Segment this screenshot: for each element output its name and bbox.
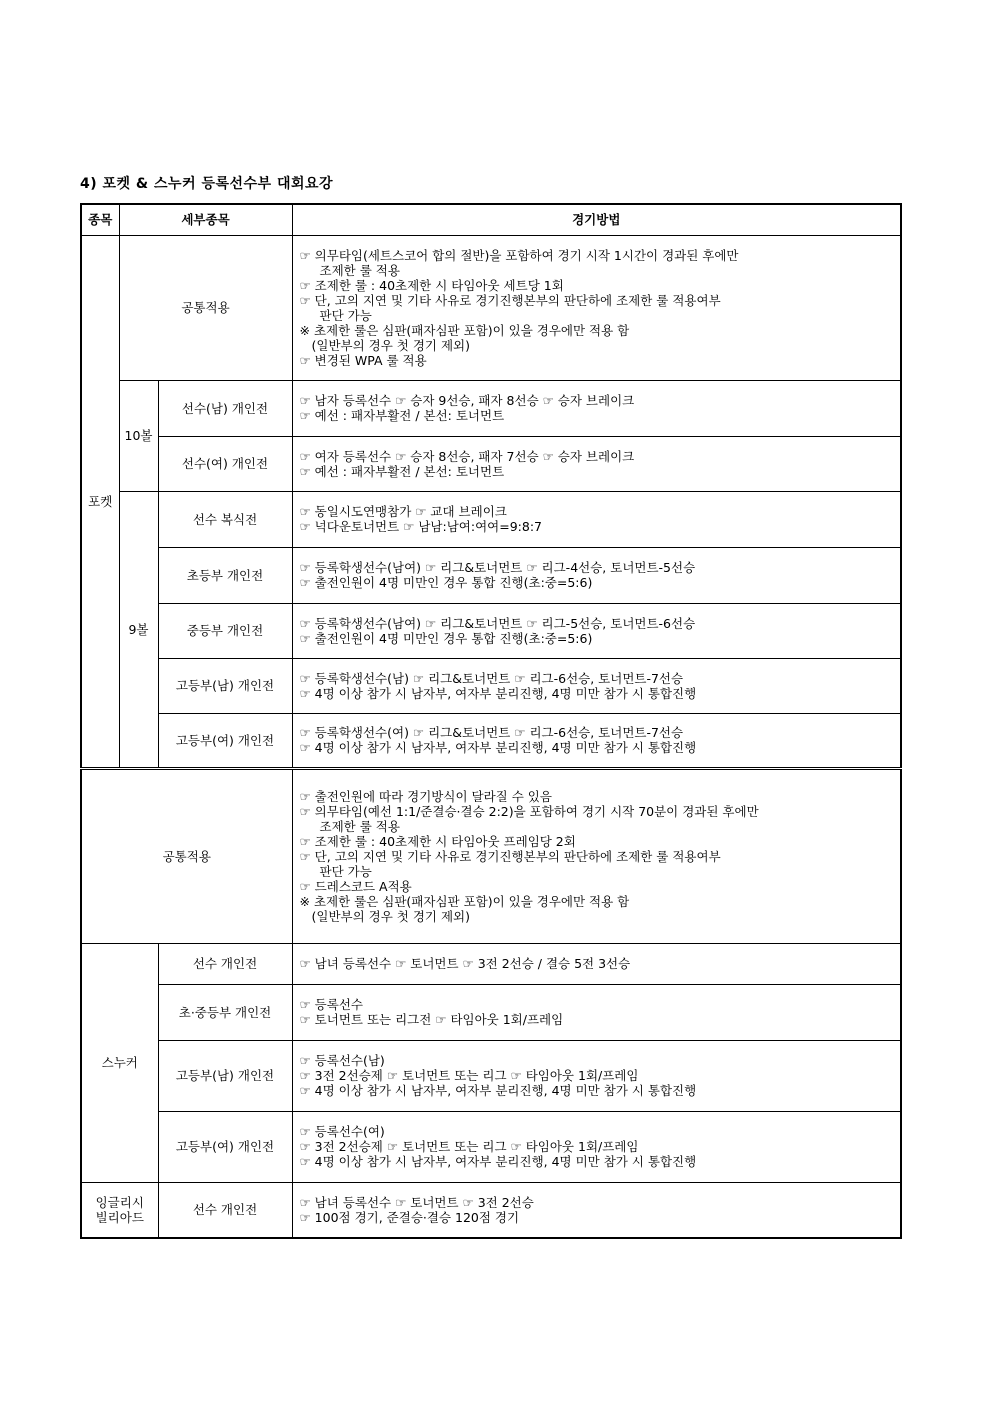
method-cell (292, 603, 901, 658)
method-line: 조제한 룰 적용 (319, 262, 400, 278)
pocket-label: 포켓 (81, 235, 119, 768)
method-cell (292, 943, 901, 984)
method-line: ☞ 4명 이상 참가 시 남자부, 여자부 분리진행, 4명 미만 참가 시 통합진행 (299, 740, 697, 755)
method-line: ☞ 드레스코드 A적용 (299, 878, 412, 894)
sub-event-name: 초등부 개인전 (158, 547, 292, 603)
method-line: ☞ 등록선수(여) (299, 1124, 385, 1139)
method-cell (292, 491, 901, 547)
method-line: ☞ 남자 등록선수 ☞ 승자 9선승, 패자 8선승 ☞ 승자 브레이크 (299, 393, 635, 408)
pocket-common-row (81, 235, 901, 380)
method-line: ☞ 의무타임(예선 1:1/준결승·결승 2:2)을 포함하여 경기 시작 70분이 경과된 후에만 (299, 803, 759, 819)
method-cell (292, 984, 901, 1040)
method-line: ☞ 출전인원에 따라 경기방식이 달라질 수 있음 (299, 788, 552, 804)
table-row (81, 984, 901, 1040)
method-line: ※ 초제한 룰은 심판(패자심판 포함)이 있을 경우에만 적용 함 (299, 893, 630, 909)
method-line: ☞ 남녀 등록선수 ☞ 토너먼트 ☞ 3전 2선승 / 결승 5전 3선승 (299, 956, 631, 971)
method-line: ☞ 여자 등록선수 ☞ 승자 8선승, 패자 7선승 ☞ 승자 브레이크 (299, 448, 635, 464)
header-method: 경기방법 (292, 204, 901, 235)
method-line: ☞ 등록선수(남) (299, 1053, 385, 1068)
pocket-common-method (292, 235, 901, 380)
method-line: ☞ 출전인원이 4명 미만인 경우 통합 진행(초:중=5:6) (299, 630, 593, 646)
table-row (81, 1111, 901, 1182)
snooker-label: 스누커 (81, 943, 158, 1182)
method-line: (일반부의 경우 첫 경기 제외) (311, 337, 470, 353)
table-row (81, 547, 901, 603)
method-line: ☞ 동일시도연맹참가 ☞ 교대 브레이크 (299, 504, 507, 519)
method-line: ☞ 예선 : 패자부활전 / 본선: 토너먼트 (299, 408, 505, 423)
header-event: 종목 (81, 204, 119, 235)
method-line: ☞ 4명 이상 참가 시 남자부, 여자부 분리진행, 4명 미만 참가 시 통합진행 (299, 685, 697, 701)
method-cell (292, 658, 901, 713)
sub-event-name: 선수 개인전 (158, 943, 292, 984)
table-header-row (81, 204, 901, 235)
method-line: ☞ 3전 2선승제 ☞ 토너먼트 또는 리그 ☞ 타임아웃 1회/프레임 (299, 1068, 639, 1083)
english-label-line: 잉글리시 (95, 1194, 144, 1210)
method-line: ☞ 넉다운토너먼트 ☞ 남남:남여:여여=9:8:7 (299, 519, 542, 534)
method-line: 판단 가능 (319, 307, 372, 323)
sub-event-name: 고등부(여) 개인전 (158, 713, 292, 768)
method-cell (292, 380, 901, 436)
method-line: ☞ 3전 2선승제 ☞ 토너먼트 또는 리그 ☞ 타임아웃 1회/프레임 (299, 1139, 639, 1154)
method-line: ☞ 토너먼트 또는 리그전 ☞ 타임아웃 1회/프레임 (299, 1012, 564, 1027)
table-row (81, 603, 901, 658)
sub-event-name: 선수 개인전 (158, 1182, 292, 1238)
method-line: ☞ 100점 경기, 준결승·결승 120점 경기 (299, 1209, 520, 1225)
method-line: ☞ 의무타임(세트스코어 합의 절반)을 포함하여 경기 시작 1시간이 경과된 후에만 (299, 247, 739, 263)
table-row (81, 380, 901, 436)
table-row (81, 1182, 901, 1238)
method-cell (292, 1111, 901, 1182)
method-line: ☞ 등록학생선수(여) ☞ 리그&토너먼트 ☞ 리그-6선승, 토너먼트-7선승 (299, 725, 684, 740)
method-line: ☞ 조제한 룰 : 40초제한 시 타임아웃 프레임당 2회 (299, 833, 576, 849)
method-line: ☞ 남녀 등록선수 ☞ 토너먼트 ☞ 3전 2선승 (299, 1194, 534, 1210)
tournament-rules-table (80, 203, 902, 1239)
method-cell (292, 1182, 901, 1238)
method-line: ※ 초제한 룰은 심판(패자심판 포함)이 있을 경우에만 적용 함 (299, 322, 630, 338)
table-row (81, 658, 901, 713)
method-line: ☞ 조제한 룰 : 40초제한 시 타임아웃 세트당 1회 (299, 277, 564, 293)
table-row (81, 943, 901, 984)
sub-event-name: 선수(여) 개인전 (158, 436, 292, 491)
method-cell (292, 1040, 901, 1111)
method-line: ☞ 변경된 WPA 룰 적용 (299, 352, 427, 368)
table-row (81, 1040, 901, 1111)
sub-event-name: 선수 복식전 (158, 491, 292, 547)
table-row (81, 436, 901, 491)
section-title: 4) 포켓 & 스누커 등록선수부 대회요강 (80, 176, 334, 192)
method-line: ☞ 출전인원이 4명 미만인 경우 통합 진행(초:중=5:6) (299, 575, 593, 590)
method-line: ☞ 등록선수 (299, 997, 363, 1012)
method-cell (292, 436, 901, 491)
sub-event-name: 초·중등부 개인전 (158, 984, 292, 1040)
table-row (81, 491, 901, 547)
snooker-common-label: 공통적용 (81, 768, 292, 943)
method-line: ☞ 예선 : 패자부활전 / 본선: 토너먼트 (299, 463, 505, 479)
sub-event-name: 고등부(남) 개인전 (158, 658, 292, 713)
sub-event-name: 중등부 개인전 (158, 603, 292, 658)
english-label-line: 빌리아드 (95, 1209, 144, 1225)
english-billiards-label (81, 1182, 158, 1238)
method-line: ☞ 단, 고의 지연 및 기타 사유로 경기진행본부의 판단하에 조제한 룰 적용여부 (299, 292, 721, 308)
method-line: ☞ 등록학생선수(남여) ☞ 리그&토너먼트 ☞ 리그-4선승, 토너먼트-5선승 (299, 560, 696, 575)
table-row (81, 713, 901, 768)
snooker-common-row (81, 768, 901, 943)
method-cell (292, 547, 901, 603)
ball9-label: 9볼 (119, 491, 158, 768)
sub-event-name: 고등부(남) 개인전 (158, 1040, 292, 1111)
method-cell (292, 713, 901, 768)
method-line: 조제한 룰 적용 (319, 818, 400, 834)
sub-event-name: 선수(남) 개인전 (158, 380, 292, 436)
pocket-common-label: 공통적용 (119, 235, 292, 380)
method-line: 판단 가능 (319, 863, 372, 879)
header-sub-event: 세부종목 (119, 204, 292, 235)
sub-event-name: 고등부(여) 개인전 (158, 1111, 292, 1182)
method-line: ☞ 등록학생선수(남여) ☞ 리그&토너먼트 ☞ 리그-5선승, 토너먼트-6선승 (299, 615, 696, 631)
method-line: ☞ 단, 고의 지연 및 기타 사유로 경기진행본부의 판단하에 조제한 룰 적용여부 (299, 848, 721, 864)
ball10-label: 10볼 (119, 380, 158, 491)
snooker-common-method (292, 768, 901, 943)
method-line: ☞ 4명 이상 참가 시 남자부, 여자부 분리진행, 4명 미만 참가 시 통합진행 (299, 1083, 697, 1098)
method-line: ☞ 등록학생선수(남) ☞ 리그&토너먼트 ☞ 리그-6선승, 토너먼트-7선승 (299, 670, 684, 686)
method-line: ☞ 4명 이상 참가 시 남자부, 여자부 분리진행, 4명 미만 참가 시 통합진행 (299, 1154, 697, 1169)
method-line: (일반부의 경우 첫 경기 제외) (311, 908, 470, 924)
